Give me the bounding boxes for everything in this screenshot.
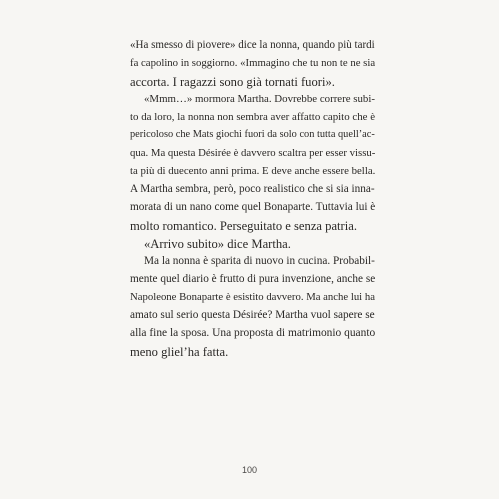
text-line-11: molto romantico. Perseguitato e senza patria. (130, 219, 357, 233)
text-line-14: mente quel diario è frutto di pura invenzione, anche se (130, 273, 376, 285)
text-line-15: Napoleone Bonaparte è esistito davvero. Ma anche lui ha (130, 291, 375, 303)
text-line-7: qua. Ma questa Désirée è davvero scaltra per esser vissu- (130, 147, 376, 159)
text-line-1: «Ha smesso di piovere» dice la nonna, quando più tardi (130, 39, 375, 51)
text-line-5: to da loro, la nonna non sembra aver affatto capito che è (130, 111, 376, 123)
text-line-13: Ma la nonna è sparita di nuovo in cucina. Probabil- (144, 255, 375, 267)
text-line-9: A Martha sembra, però, poco realistico che si sia innа- (130, 183, 375, 195)
text-line-4: «Mmm…» mormora Martha. Dovrebbe correre subi- (144, 93, 375, 105)
text-line-17: alla fine la sposa. Una proposta di matrimonio quanto (130, 327, 376, 339)
text-line-12: «Arrivo subito» dice Martha. (144, 237, 291, 251)
text-line-16: amato sul serio questa Désirée? Martha vuol sapere se (130, 309, 375, 321)
text-line-18: meno gliel’ha fatta. (130, 345, 229, 359)
text-line-3: accorta. I ragazzi sono già tornati fuori». (130, 75, 335, 89)
text-line-6: pericoloso che Mats giochi fuori da solo con tutta quell’ac- (130, 129, 375, 140)
text-line-10: morata di un nano come quel Bonaparte. Tuttavia lui è (130, 201, 376, 213)
text-line-8: ta più di duecento anni prima. E deve anche essere bella. (130, 165, 376, 177)
page-number: 100 (241, 465, 258, 475)
text-line-2: fa capolino in soggiorno. «Immagino che tu non te ne sia (130, 57, 376, 69)
